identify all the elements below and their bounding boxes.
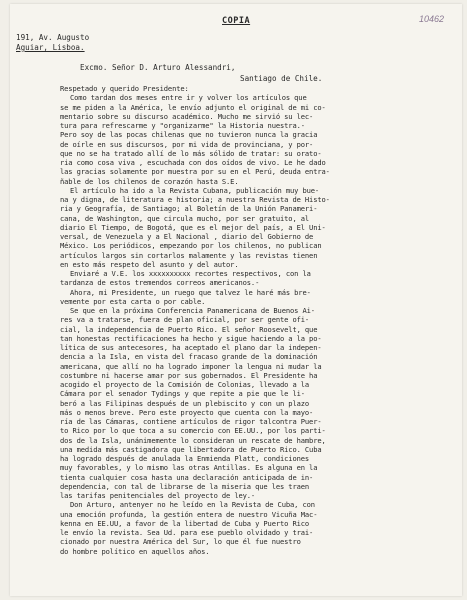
letter-line: ría de las Cámaras, contiene artículos de rigor talcontra Puer- [60,417,322,426]
sender-address-line: Aguiar, Lisboa. [16,43,85,52]
letter-line: que no se ha tratado allí de lo más sólido de tratar: su orato- [60,148,322,158]
letter-line: costumbre ni hacerse amar por sus gobernados. El Presidente ha [60,370,318,380]
letter-line: las tarifas penitenciales del proyecto de ley.- [60,491,256,500]
letter-line: dencia a la Isla, en vista del fracaso grande de la dominación [60,352,318,362]
letter-line: ñable de los chilenos de corazón hasta S.E. [60,176,239,186]
letter-line: ria como cosa viva , escuchada con dos oídos de vivo. Le he dado [60,158,326,167]
letter-line: americana, que allí no ha logrado imponer la lengua ni mudar la [60,361,322,371]
letter-line: na y digna, de literatura e historia; a nuestra Revista de Histo- [60,195,330,204]
letter-line: cionado por nuestra América del Sur, lo que él fue nuestro [60,537,301,547]
archive-number: 10462 [419,14,445,24]
letter-line: más o menos breve. Pero este proyecto que cuenta con la mayo- [60,407,314,417]
letter-line: Enviaré a V.E. los xxxxxxxxxx recortes respectivos, con la [70,269,311,278]
recipient-city: Santiago de Chile. [240,74,323,83]
letter-line: una emoción profunda, la gestión entera de nuestro Vicuña Mac- [60,509,318,519]
letter-line: res va a tratarse, fuera de plan oficial, por ser gente ofi- [60,315,310,325]
recipient-name: Excmo. Señor D. Arturo Alessandri, [80,63,236,72]
letter-line: le envío la revista. Sea Ud. para ese pueblo olvidado y trai- [60,528,314,537]
letter-line: tardanza de estos tremendos correos americanos.- [60,278,260,288]
letter-line: lítica de sus antecesores, ha aceptado el plano dar la indepen- [60,343,322,352]
letter-line: dependencia, con tal de librarse de la miseria que les traen [60,481,310,491]
letter-line: tura para refrescarme y "organizarme" la Historia nuestra.- [60,121,305,130]
letter-line: en esto más respeto del asunto y del autor. [60,259,239,269]
letter-line: cial, la independencia de Puerto Rico. El señor Roosevelt, que [60,324,318,334]
letter-line: se me piden a la América, le envío adjunto el original de mi co- [60,102,326,112]
letter-line: acogido el proyecto de la Comisión de Colonias, llevado a la [60,380,310,389]
letter-line: Como tardan dos meses entre ir y volver los artículos que [70,93,307,103]
document-page [10,4,462,596]
letter-line: Don Arturo, antenyer no he leído en la Revista de Cuba, con [70,500,315,510]
letter-line: kenna en EE.UU, a favor de la libertad de Cuba y Puerto Rico [60,518,310,528]
letter-line: tan honestas rectificaciones ha hecho y sigue haciendo a la po- [60,333,322,343]
letter-line: El artículo ha ido a la Revista Cubana, publicación muy bue- [70,185,320,195]
letter-line: vemente por esta carta o por cable. [60,296,206,306]
letter-line: tienta cualquier cosa hasta una declaración anticipada de in- [60,472,314,482]
letter-line: Pero soy de las pocas chilenas que no tuvieron nunca la gracia [60,130,318,140]
letter-line: ha logrado después de anulada la Enmienda Platt, condiciones [60,454,310,463]
letter-line: ria y Geografía, de Santiago; al Boletín de la Unión Panameri- [60,204,318,214]
letter-line: una medida más castigadora que libertadora de Puerto Rico. Cuba [60,444,322,454]
letter-line: mentario sobre su discurso académico. Mucho me sirvió su lec- [60,111,314,121]
sender-address-line: 191, Av. Augusto [16,33,90,42]
letter-line: versal, de Venezuela y a El Nacional , diario del Gobierno de [60,232,314,241]
letter-line: dos de la Isla, unánimemente lo consideran un rescate de hambre, [60,435,326,445]
letter-body [60,84,467,556]
letter-line: de oírle en sus discursos, por mi vida de provinciana, y por- [60,139,314,149]
letter-line: México. Los periódicos, empezando por los chilenos, no publican [60,241,322,251]
salutation: Respetado y querido Presidente: [60,84,189,93]
letter-line: beró a las Filipinas después de un plebiscito y con un plazo [60,398,310,408]
letter-line: muy favorables, y lo mismo las otras Antillas. Es alguna en la [60,463,318,473]
letter-line: cana, de Washington, que circula mucho, por ser gratuito, al [60,213,310,223]
letter-line: Cámara por el senador Tydings y que repite a pie que le li- [60,389,305,399]
letter-line: do hombre político en aquellos años. [60,546,210,556]
document-heading: COPIA [222,16,251,26]
letter-line: diario El Tiempo, de Bogotá, que es el mejor del país, a El Uni- [60,222,326,232]
letter-line: las gracias solamente por muestra por su en el Perú, deuda entra- [60,167,330,177]
letter-line: Se que en la próxima Conferencia Panamericana de Buenos Ai- [70,306,315,315]
letter-line: to Rico por lo que toca a su comercio con EE.UU., por los parti- [60,426,326,436]
letter-line: Ahora, mi Presidente, un ruego que talvez le haré más bre- [70,287,311,297]
letter-line: artículos largos sin cortarlos malamente y las revistas tienen [60,250,318,260]
